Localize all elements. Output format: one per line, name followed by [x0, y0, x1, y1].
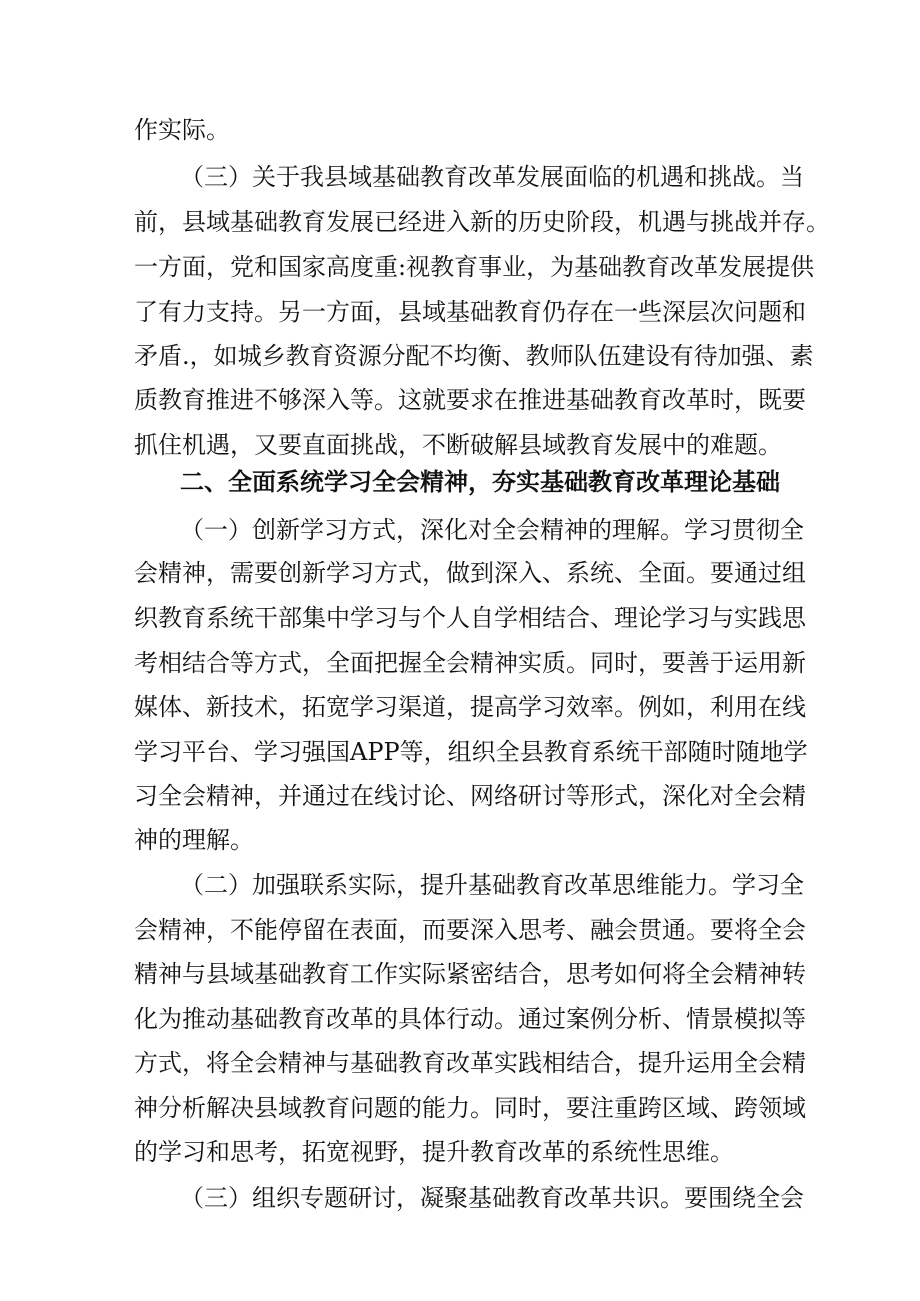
text-line-content: 神分析解决县域教育问题的能力。同时，要注重跨区域、跨领域	[134, 1094, 806, 1122]
text-line-content: 前，县域基础教育发展已经进入新的历史阶段，机遇与挑战并存。	[134, 208, 830, 236]
text-line-content: （二）加强联系实际，提升基础教育改革思维能力。学习全	[180, 871, 804, 899]
text-line	[0, 199, 920, 245]
text-line-content: 媒体、新技术，拓宽学习渠道，提高学习效率。例如，利用在线	[134, 693, 806, 721]
text-line	[0, 244, 920, 290]
section-heading-text: 二、全面系统学习全会精神，夯实基础教育改革理论基础	[180, 468, 780, 496]
text-line	[0, 1040, 920, 1086]
text-line-content: 抓住机遇，又要直面挑战，不断破解县域教育发展中的难题。	[134, 431, 782, 459]
paragraph-first-line	[0, 862, 920, 908]
text-line-content: 考相结合等方式，全面把握全会精神实质。同时，要善于运用新	[134, 649, 806, 677]
text-line	[0, 289, 920, 335]
text-line-content: （一）创新学习方式，深化对全会精神的理解。学习贯彻全	[180, 516, 804, 544]
text-line-content: （三）关于我县域基础教育改革发展面临的机遇和挑战。当	[180, 163, 804, 191]
text-line	[0, 684, 920, 730]
text-line-content: 质教育推进不够深入等。这就要求在推进基础教育改革时，既要	[134, 386, 806, 414]
text-line-content: 化为推动基础教育改革的具体行动。通过案例分析、情景模拟等	[134, 1005, 806, 1033]
text-line-content: 精神与县域基础教育工作实际紧密结合，思考如何将全会精神转	[134, 960, 806, 988]
section-heading	[0, 459, 920, 505]
text-line-content: 神的理解。	[134, 826, 254, 854]
text-line-content: 一方面，党和国家高度重:视教育事业，为基础教育改革发展提供	[134, 253, 815, 281]
text-line	[0, 377, 920, 423]
text-line-content: 会精神，需要创新学习方式，做到深入、系统、全面。要通过组	[134, 559, 806, 587]
text-line	[0, 550, 920, 596]
paragraph-first-line	[0, 154, 920, 200]
text-line	[0, 729, 920, 775]
text-line	[0, 996, 920, 1042]
text-line	[0, 595, 920, 641]
text-line-content: （三）组织专题研讨，凝聚基础教育改革共识。要围绕全会	[180, 1184, 804, 1212]
paragraph-first-line	[0, 507, 920, 553]
text-line-content: 织教育系统干部集中学习与个人自学相结合、理论学习与实践思	[134, 604, 806, 632]
text-line	[0, 107, 920, 153]
paragraph-first-line	[0, 1175, 920, 1221]
text-line	[0, 1129, 920, 1175]
text-line	[0, 1085, 920, 1131]
text-line-content: 了有力支持。另一方面，县域基础教育仍存在一些深层次问题和	[134, 298, 806, 326]
text-line	[0, 817, 920, 863]
text-line	[0, 640, 920, 686]
text-line	[0, 907, 920, 953]
text-line-content: 的学习和思考，拓宽视野，提升教育改革的系统性思维。	[134, 1138, 734, 1166]
text-line-content: 方式，将全会精神与基础教育改革实践相结合，提升运用全会精	[134, 1049, 806, 1077]
text-line-content: 矛盾.，如城乡教育资源分配不均衡、教师队伍建设有待加强、素	[134, 342, 814, 370]
text-line-content: 习全会精神，并通过在线讨论、网络研讨等形式，深化对全会精	[134, 782, 806, 810]
text-line-content: 学习平台、学习强国APP等，组织全县教育系统干部随时随地学	[134, 738, 808, 766]
text-line	[0, 333, 920, 379]
text-line-content: 会精神，不能停留在表面，而要深入思考、融会贯通。要将全会	[134, 916, 806, 944]
text-line	[0, 773, 920, 819]
text-line	[0, 951, 920, 997]
text-line-content: 作实际。	[134, 116, 230, 144]
